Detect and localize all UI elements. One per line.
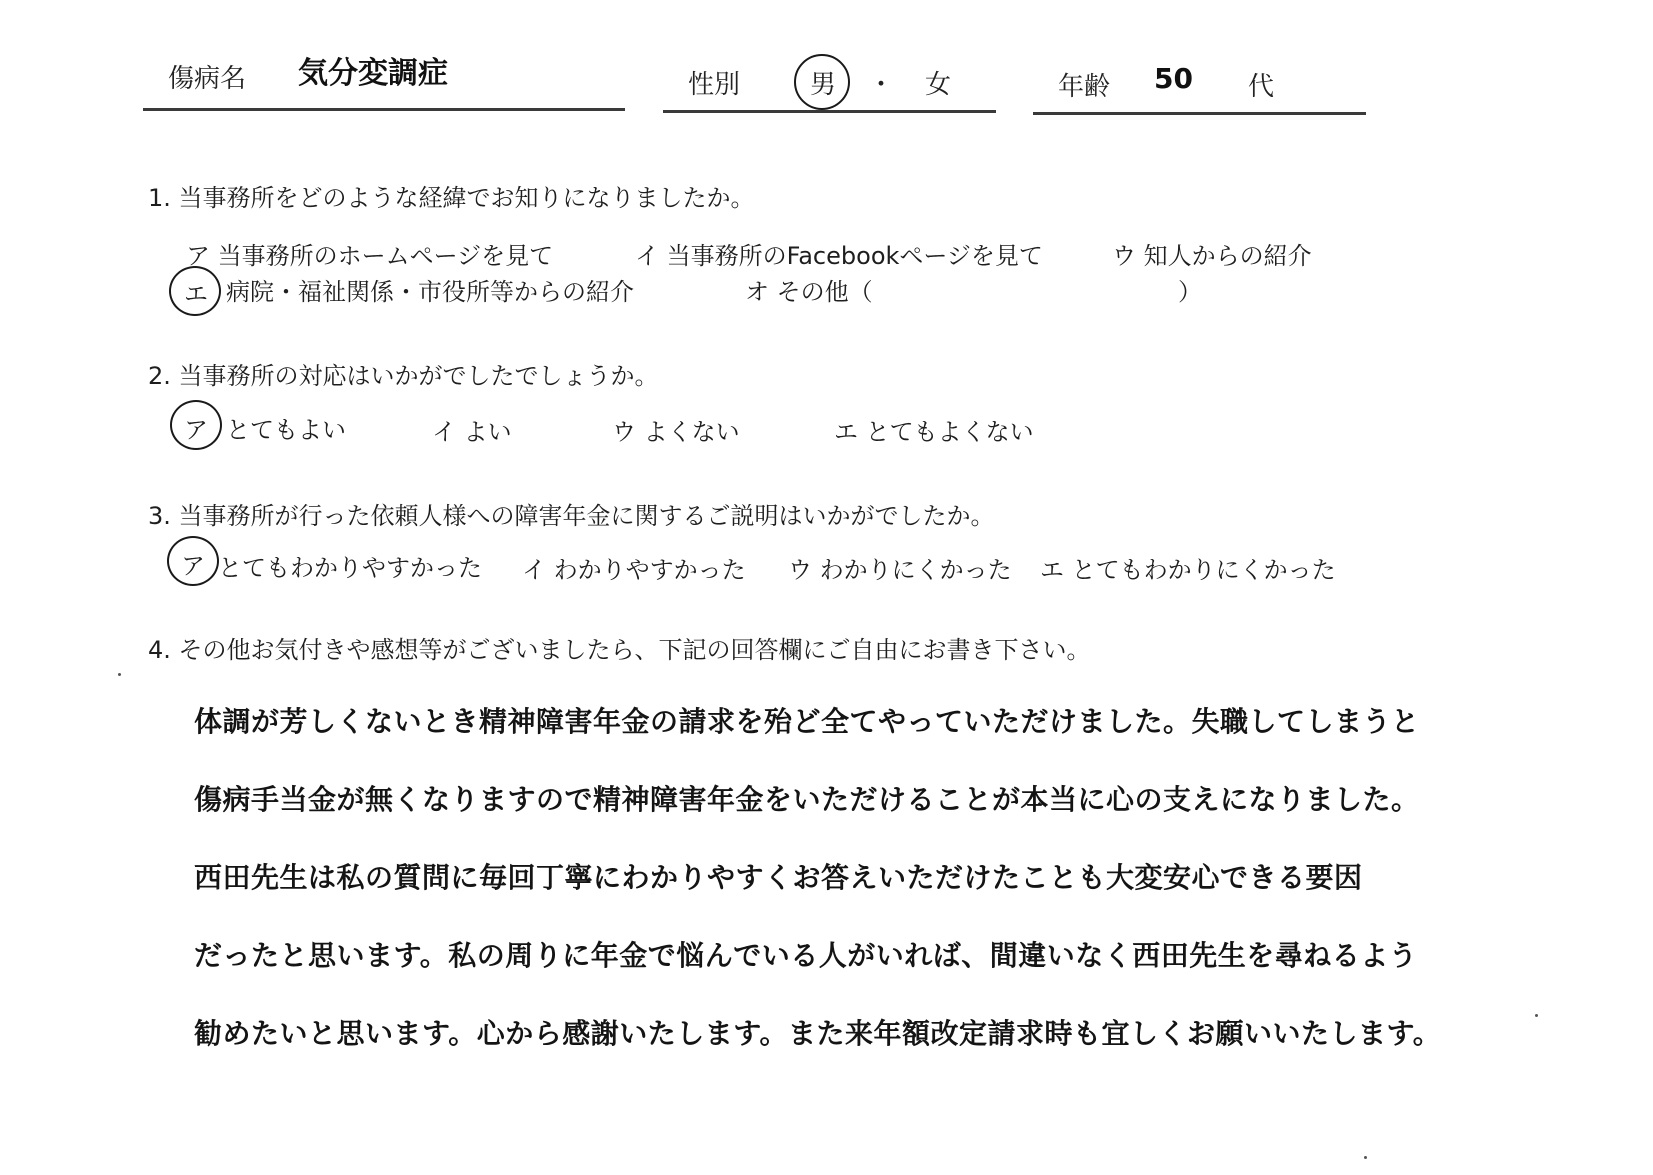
q3-option-u: ウ わかりにくかった <box>788 556 1012 584</box>
question-2: 2. 当事務所の対応はいかがでしたでしょうか。 <box>148 362 659 390</box>
q3-option-e: エ とてもわかりにくかった <box>1040 556 1336 584</box>
q3-option-a-mark: ア <box>181 552 205 580</box>
answer-line-3: 西田先生は私の質問に毎回丁寧にわかりやすくお答えいただけたことも大変安心できる要因 <box>194 861 1363 894</box>
answer-line-4: だったと思います。私の周りに年金で悩んでいる人がいれば、間違いなく西田先生を尋ねるよう <box>194 939 1418 972</box>
q1-option-e-mark: エ <box>184 280 208 308</box>
age-value: 50 <box>1154 62 1193 95</box>
question-3: 3. 当事務所が行った依頼人様への障害年金に関するご説明はいかがでしたか。 <box>148 502 995 530</box>
question-1: 1. 当事務所をどのような経緯でお知りになりましたか。 <box>148 184 755 212</box>
answer-line-1: 体調が芳しくないとき精神障害年金の請求を殆ど全てやっていただけました。失職してしまうと <box>194 705 1420 738</box>
answer-line-5: 勧めたいと思います。心から感謝いたします。また来年額改定請求時も宜しくお願いいたします。 <box>194 1017 1442 1050</box>
q1-option-a: ア 当事務所のホームページを見て <box>186 242 554 270</box>
question-4: 4. その他お気付きや感想等がございましたら、下記の回答欄にご自由にお書き下さい。 <box>148 636 1091 664</box>
diagnosis-label: 傷病名 <box>168 64 247 94</box>
answer-line-2: 傷病手当金が無くなりますので精神障害年金をいただけることが本当に心の支えになりました。 <box>194 783 1420 816</box>
q2-option-i: イ よい <box>432 418 512 446</box>
age-suffix: 代 <box>1248 72 1275 102</box>
scan-speck <box>1535 1014 1538 1017</box>
q1-option-o-close: ） <box>1178 278 1202 306</box>
q1-option-u: ウ 知人からの紹介 <box>1112 242 1312 270</box>
diagnosis-underline <box>143 108 625 111</box>
sex-separator: ・ <box>868 70 895 100</box>
q1-option-o: オ その他（ <box>745 278 873 306</box>
q2-option-u: ウ よくない <box>612 418 740 446</box>
scan-speck <box>1364 1156 1367 1159</box>
q2-option-a-text: とてもよい <box>226 416 346 444</box>
age-label: 年齢 <box>1058 72 1111 102</box>
q2-option-a-mark: ア <box>184 416 208 444</box>
sex-male: 男 <box>810 70 837 100</box>
diagnosis-value: 気分変調症 <box>298 56 448 91</box>
q2-option-e: エ とてもよくない <box>834 418 1034 446</box>
q1-option-i: イ 当事務所のFacebookページを見て <box>635 242 1043 270</box>
q1-option-e-text: 病院・福祉関係・市役所等からの紹介 <box>226 278 634 306</box>
q3-option-a-text: とてもわかりやすかった <box>218 554 482 582</box>
scan-speck <box>118 673 121 676</box>
age-underline <box>1033 112 1366 115</box>
q3-option-i: イ わかりやすかった <box>522 556 746 584</box>
sex-underline <box>663 110 996 113</box>
sex-female: 女 <box>925 70 952 100</box>
sex-label: 性別 <box>688 70 741 100</box>
